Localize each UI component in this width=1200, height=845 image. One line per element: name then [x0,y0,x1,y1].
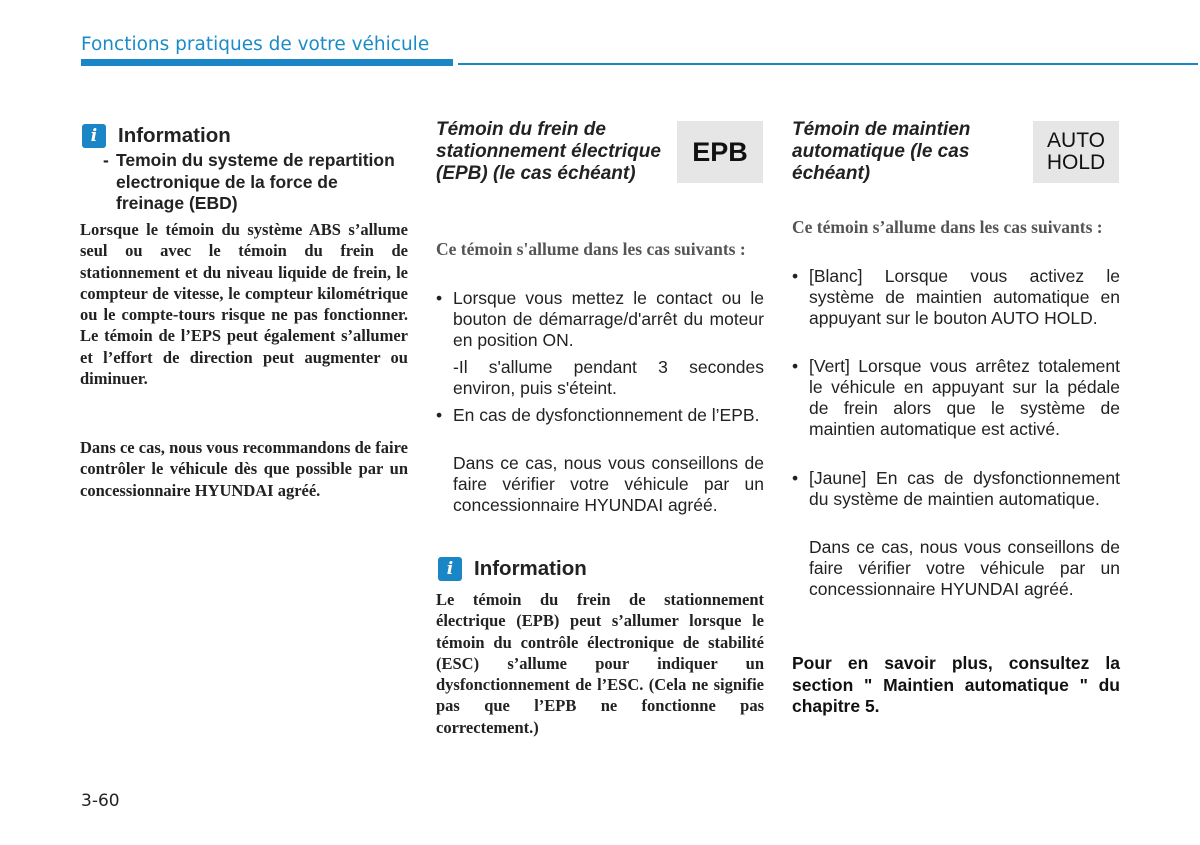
auto-hold-bullet-3 [792,468,1120,510]
auto-hold-section-title: Témoin de maintien automatique (le cas échéant) [792,119,971,184]
auto-hold-footer-note: Pour en savoir plus, consultez la section " Maintien automatique " du chapitre 5. [792,653,1120,716]
header-rule-thin [458,63,1198,65]
auto-hold-bullet-3-text: [Jaune] En cas de dysfonctionnement du système de maintien automatique. [809,468,1120,509]
epb-indicator-icon [677,121,763,183]
info-heading-epb [438,557,587,581]
auto-hold-badge-line-2: HOLD [1046,151,1106,174]
epb-badge-label: EPB [692,136,748,167]
bullet-dot: • [792,468,799,488]
bullet-dot: • [792,266,799,286]
info-heading-ebd [82,124,231,148]
epb-section-title: Témoin du frein de stationnement électrique (EPB) (le cas échéant) [436,119,661,184]
epb-bullet-2 [436,405,764,426]
section-header-title: Fonctions pratiques de votre véhicule [81,34,430,55]
info-icon: i [82,124,106,148]
auto-hold-bullet-3-note: Dans ce cas, nous vous conseillons de faire vérifier votre véhicule par un concessionnaire HYUNDAI agréé. [809,537,1120,599]
ebd-subheading: Temoin du systeme de repartition electronique de la force de freinage (EBD) [116,150,395,213]
epb-bullet-1 [436,288,764,351]
bullet-dot: • [436,405,443,425]
auto-hold-bullet-1 [792,266,1120,329]
epb-lead: Ce témoin s'allume dans les cas suivants : [436,239,746,259]
bullet-dot: • [792,356,799,376]
info-heading-label: Information [474,557,587,580]
epb-bullet-1-text: Lorsque vous mettez le contact ou le bouton de démarrage/d'arrêt du moteur en position ON. [453,288,764,350]
header-rule-thick [81,59,453,66]
info-dash: - [103,150,109,170]
info-heading-label: Information [118,124,231,147]
page-number: 3-60 [81,791,120,811]
bullet-dot: • [436,288,443,308]
ebd-paragraph-2: Dans ce cas, nous vous recommandons de faire contrôler le véhicule dès que possible par un concessionnaire HYUNDAI agréé. [80,438,408,500]
info-icon: i [438,557,462,581]
epb-info-text: Le témoin du frein de stationnement électrique (EPB) peut s’allumer lorsque le témoin du contrôle électronique de stabilité (ESC) s’allume pour indiquer un dysfonctionnement de l’ESC. (Cela ne signifie pas que l’EPB ne fonctionne pas correctement.) [436,590,764,737]
auto-hold-badge-line-1: AUTO [1047,129,1105,152]
epb-bullet-1-note: -Il s'allume pendant 3 secondes environ, puis s'éteint. [453,357,764,398]
auto-hold-bullet-2-text: [Vert] Lorsque vous arrêtez totalement le véhicule en appuyant sur la pédale de frein alors que le système de maintien automatique est activé. [809,356,1120,439]
epb-bullet-2-text: En cas de dysfonctionnement de l’EPB. [453,405,760,425]
auto-hold-bullet-1-text: [Blanc] Lorsque vous activez le système de maintien automatique en appuyant sur le bouton AUTO HOLD. [809,266,1120,328]
epb-bullet-2-note: Dans ce cas, nous vous conseillons de faire vérifier votre véhicule par un concessionnaire HYUNDAI agréé. [453,453,764,515]
auto-hold-bullet-2 [792,356,1120,440]
auto-hold-lead: Ce témoin s’allume dans les cas suivants : [792,217,1103,237]
ebd-paragraph-1: Lorsque le témoin du système ABS s’allume seul ou avec le témoin du frein de stationnement et du niveau liquide de frein, le compteur de vitesse, le compteur kilométrique ou le compte-tours risque ne pas fonctionner. Le témoin de l’EPS peut également s’allumer et l’effort de direction peut augmenter ou diminuer. [80,220,408,389]
auto-hold-indicator-icon [1033,121,1119,183]
